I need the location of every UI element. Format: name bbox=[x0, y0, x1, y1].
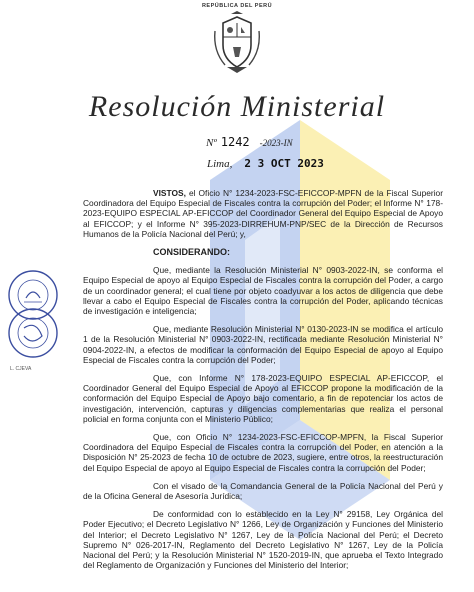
ministry-seal-icon bbox=[6, 306, 60, 360]
number-prefix: Nº bbox=[206, 137, 217, 149]
vistos-paragraph bbox=[83, 188, 443, 239]
considerando-heading: CONSIDERANDO: bbox=[153, 247, 231, 258]
national-crest-icon bbox=[211, 11, 263, 75]
vistos-text: el Oficio N° 1234-2023-FSC-EFICCOP-MPFN de la Fiscal Superior Coordinadora del Equipo Especial de Fiscales contra la corrupción del Poder; el Informe N° 178-2023-EQUIPO ESPECIAL AP-EFICCOP del Coordinador General del Equipo Especial de Apoyo al EFICCOP; y el Informe N° 395-2023-DIRREHUM-PNP/SEC de la Dirección de Recursos Humanos de la Policía Nacional del Perú; y, bbox=[83, 188, 444, 239]
resolution-number bbox=[206, 135, 293, 149]
paragraph: Que, con Informe N° 178-2023-EQUIPO ESPECIAL AP-EFICCOP, el Coordinador General del Equipo Especial de Apoyo al EFICCOP propone la modificación de la conformación del Equipo Especial de Apoyo bajo comentario, a fin de repotenciar los actos de investigación, intervención, capturas y diligencias complementarias que realiza el personal policial en forma conjunta con el Ministerio Público; bbox=[83, 373, 443, 424]
paragraph: Que, mediante la Resolución Ministerial N° 0903-2022-IN, se conforma el Equipo Especial de apoyo al Equipo Especial de Fiscales contra la corrupción del Poder, a cargo de un coordinador general; el cual tiene por objeto coadyuvar a los actos de diligencia que debe llevar a cabo el Equipo Especial de Fiscales contra la corrupción del Poder, aplicando técnicas de investigación e inteligencia; bbox=[83, 265, 443, 317]
date-stamp: 2 3 OCT 2023 bbox=[244, 157, 324, 170]
number-suffix: -2023-IN bbox=[259, 138, 293, 148]
crest-label: REPÚBLICA DEL PERÚ bbox=[201, 3, 273, 9]
place: Lima, bbox=[207, 158, 233, 170]
vistos-label: VISTOS, bbox=[153, 188, 186, 198]
paragraph: Con el visado de la Comandancia General de la Policía Nacional del Perú y de la Oficina General de Asesoría Jurídica; bbox=[83, 480, 443, 502]
document-body bbox=[83, 188, 443, 579]
handwritten-number: 1242 bbox=[220, 135, 250, 149]
seal-caption: L. CJEVA bbox=[10, 366, 32, 372]
paragraph: Que, con Oficio N° 1234-2023-FSC-EFICCOP-MPFN, la Fiscal Superior Coordinadora del Equipo Especial de Fiscales contra la corrupción del Poder, en atención a la Disposición N° 25-2023 de fecha 10 de octubre de 2023, sugiere, entre otros, la reestructuración del Equipo Especial de apoyo al Equipo Especial de Fiscales contra la corrupción del Poder; bbox=[83, 432, 443, 473]
date-line bbox=[207, 157, 324, 170]
paragraph: Que, mediante Resolución Ministerial N° 0130-2023-IN se modifica el artículo 1 de la Resolución Ministerial N° 0903-2022-IN, rectificada mediante Resolución Ministerial N° 0904-2022-IN, a efectos de modificar la conformación del Equipo Especial de apoyo al Equipo Especial de Fiscales contra la corrupción del Poder; bbox=[83, 324, 443, 365]
paragraph: De conformidad con lo establecido en la Ley N° 29158, Ley Orgánica del Poder Ejecutivo; el Decreto Legislativo N° 1266, Ley de Organización y Funciones del Ministerio del Interior; el Decreto Legislativo N° 1267, Ley de la Policía Nacional del Perú; el Decreto Supremo N° 026-2017-IN, Reglamento del Decreto Legislativo N° 1267, Ley de la Policía Nacional del Perú; y la Resolución Ministerial N° 1520-2019-IN, que aprueba el Texto Integrado del Reglamento de Organización y Funciones del Ministerio del Interior; bbox=[83, 509, 443, 571]
document-title: Resolución Ministerial bbox=[88, 90, 386, 123]
